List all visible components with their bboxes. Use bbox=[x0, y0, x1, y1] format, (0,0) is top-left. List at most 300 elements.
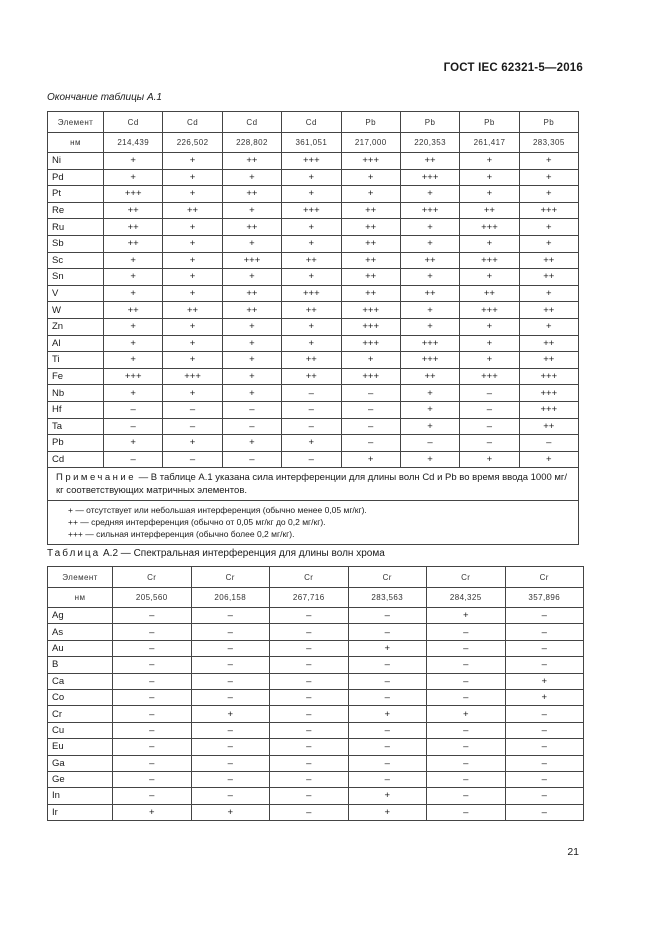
table-cell: ++ bbox=[341, 252, 400, 269]
column-header-wavelength: 214,439 bbox=[104, 133, 163, 153]
table-row bbox=[48, 235, 579, 252]
table-cell: + bbox=[460, 169, 519, 186]
column-header-wavelength: 284,325 bbox=[427, 588, 506, 608]
table1-caption: Окончание таблицы А.1 bbox=[47, 92, 162, 103]
table-row bbox=[48, 269, 579, 286]
table-cell: + bbox=[282, 318, 341, 335]
row-element-label: Ti bbox=[48, 352, 104, 369]
table-cell: ++ bbox=[341, 219, 400, 236]
legend-item: ++ — средняя интерференция (обычно от 0,05 мг/кг до 0,2 мг/кг). bbox=[68, 517, 326, 528]
table-cell: + bbox=[222, 352, 281, 369]
table-cell: +++ bbox=[400, 202, 459, 219]
row-element-label: Ge bbox=[48, 771, 113, 787]
row-element-label: Co bbox=[48, 689, 113, 705]
table-cell: – bbox=[222, 418, 281, 435]
header-row-wavelengths bbox=[48, 133, 579, 153]
table-cell: – bbox=[348, 657, 427, 673]
table-cell: + bbox=[519, 318, 578, 335]
column-header-wavelength: 226,502 bbox=[163, 133, 222, 153]
table-cell: + bbox=[400, 219, 459, 236]
table-cell: – bbox=[270, 771, 349, 787]
table-cell: + bbox=[460, 451, 519, 468]
row-element-label: Cu bbox=[48, 722, 113, 738]
table-cell: + bbox=[400, 235, 459, 252]
table-cell: – bbox=[519, 435, 578, 452]
table-cell: – bbox=[191, 657, 270, 673]
table-row bbox=[48, 285, 579, 302]
table-cell: + bbox=[400, 186, 459, 203]
column-header-analyte: Pb bbox=[460, 112, 519, 133]
column-header-wavelength: 283,563 bbox=[348, 588, 427, 608]
table-cell: +++ bbox=[460, 368, 519, 385]
column-header-element: Элемент bbox=[48, 567, 113, 588]
table-cell: + bbox=[348, 706, 427, 722]
table-cell: + bbox=[519, 285, 578, 302]
table-cell: + bbox=[222, 318, 281, 335]
row-element-label: Ta bbox=[48, 418, 104, 435]
table-cell: – bbox=[505, 788, 584, 804]
table-cell: ++ bbox=[282, 302, 341, 319]
table-cell: +++ bbox=[460, 302, 519, 319]
table-cell: + bbox=[282, 169, 341, 186]
table-cell: ++ bbox=[400, 368, 459, 385]
table-cell: + bbox=[400, 318, 459, 335]
column-header-analyte: Cr bbox=[348, 567, 427, 588]
table-cell: – bbox=[113, 624, 192, 640]
row-element-label: In bbox=[48, 788, 113, 804]
table-cell: – bbox=[191, 689, 270, 705]
table-row bbox=[48, 451, 579, 468]
table-cell: – bbox=[191, 771, 270, 787]
row-element-label: W bbox=[48, 302, 104, 319]
table-cell: ++ bbox=[282, 368, 341, 385]
table-cell: + bbox=[505, 673, 584, 689]
table-cell: – bbox=[113, 608, 192, 624]
table-cell: + bbox=[348, 640, 427, 656]
table-cell: – bbox=[348, 624, 427, 640]
table-cell: + bbox=[163, 352, 222, 369]
table-cell: – bbox=[163, 418, 222, 435]
table-cell: – bbox=[270, 608, 349, 624]
row-element-label: Fe bbox=[48, 368, 104, 385]
table-cell: – bbox=[113, 673, 192, 689]
table-cell: + bbox=[282, 235, 341, 252]
legend-item: + — отсутствует или небольшая интерференция (обычно менее 0,05 мг/кг). bbox=[68, 505, 367, 516]
row-element-label: V bbox=[48, 285, 104, 302]
table-row bbox=[48, 657, 584, 673]
table-cell: + bbox=[104, 169, 163, 186]
table-cell: – bbox=[282, 385, 341, 402]
table-a1 bbox=[47, 111, 579, 545]
table-cell: – bbox=[427, 739, 506, 755]
table-cell: – bbox=[505, 771, 584, 787]
table-cell: – bbox=[348, 608, 427, 624]
table-cell: +++ bbox=[282, 202, 341, 219]
table-row bbox=[48, 722, 584, 738]
table-row bbox=[48, 401, 579, 418]
table-cell: – bbox=[113, 706, 192, 722]
document-code: ГОСТ IEC 62321-5—2016 bbox=[443, 62, 583, 74]
table2-caption-text: А.2 — Спектральная интерференция для длины волн хрома bbox=[100, 548, 385, 559]
table-row bbox=[48, 153, 579, 170]
row-element-label: Ag bbox=[48, 608, 113, 624]
table-cell: +++ bbox=[163, 368, 222, 385]
table-cell: + bbox=[163, 169, 222, 186]
table-cell: – bbox=[191, 755, 270, 771]
table-cell: + bbox=[400, 302, 459, 319]
row-element-label: Hf bbox=[48, 401, 104, 418]
table-cell: ++ bbox=[282, 352, 341, 369]
row-element-label: As bbox=[48, 624, 113, 640]
table-cell: – bbox=[113, 771, 192, 787]
table-cell: – bbox=[505, 804, 584, 820]
table-row bbox=[48, 418, 579, 435]
table-cell: – bbox=[270, 673, 349, 689]
table-cell: – bbox=[113, 640, 192, 656]
table-cell: – bbox=[104, 451, 163, 468]
row-element-label: Ga bbox=[48, 755, 113, 771]
table-cell: – bbox=[270, 640, 349, 656]
table-cell: + bbox=[163, 318, 222, 335]
table-cell: – bbox=[427, 788, 506, 804]
table-cell: +++ bbox=[341, 153, 400, 170]
row-element-label: Sb bbox=[48, 235, 104, 252]
column-header-analyte: Cr bbox=[270, 567, 349, 588]
table-cell: ++ bbox=[341, 235, 400, 252]
table-legend bbox=[48, 501, 579, 545]
table-cell: +++ bbox=[341, 368, 400, 385]
table-cell: – bbox=[270, 788, 349, 804]
table-cell: + bbox=[163, 252, 222, 269]
row-element-label: Nb bbox=[48, 385, 104, 402]
table-cell: + bbox=[113, 804, 192, 820]
row-element-label: Sn bbox=[48, 269, 104, 286]
column-header-wavelength: 220,353 bbox=[400, 133, 459, 153]
table-cell: – bbox=[427, 657, 506, 673]
table-cell: – bbox=[270, 657, 349, 673]
table-cell: + bbox=[104, 153, 163, 170]
row-element-label: Re bbox=[48, 202, 104, 219]
table-row bbox=[48, 318, 579, 335]
table-cell: + bbox=[460, 318, 519, 335]
header-row-wavelengths bbox=[48, 588, 584, 608]
table-row bbox=[48, 624, 584, 640]
table-cell: + bbox=[104, 335, 163, 352]
table-cell: – bbox=[282, 401, 341, 418]
table-cell: – bbox=[270, 689, 349, 705]
column-header-wavelength: 267,716 bbox=[270, 588, 349, 608]
table2-caption bbox=[47, 548, 385, 559]
table-cell: – bbox=[113, 755, 192, 771]
column-header-analyte: Cd bbox=[104, 112, 163, 133]
table-cell: + bbox=[222, 169, 281, 186]
table-cell: – bbox=[427, 689, 506, 705]
table-cell: – bbox=[191, 673, 270, 689]
table-cell: ++ bbox=[222, 153, 281, 170]
row-element-label: Pt bbox=[48, 186, 104, 203]
table-cell: + bbox=[222, 435, 281, 452]
table-cell: ++ bbox=[519, 252, 578, 269]
column-header-analyte: Cd bbox=[282, 112, 341, 133]
column-header-analyte: Cr bbox=[505, 567, 584, 588]
table-legend-row bbox=[48, 501, 579, 545]
table-cell: + bbox=[282, 435, 341, 452]
table-a2 bbox=[47, 566, 584, 821]
table-row bbox=[48, 804, 584, 820]
table-cell: + bbox=[222, 385, 281, 402]
table-cell: + bbox=[104, 385, 163, 402]
table-cell: +++ bbox=[400, 169, 459, 186]
row-element-label: Zn bbox=[48, 318, 104, 335]
row-element-label: Ru bbox=[48, 219, 104, 236]
column-header-analyte: Cr bbox=[113, 567, 192, 588]
table-cell: + bbox=[282, 269, 341, 286]
table-row bbox=[48, 640, 584, 656]
table-cell: – bbox=[505, 755, 584, 771]
table-cell: +++ bbox=[104, 368, 163, 385]
table-cell: + bbox=[519, 153, 578, 170]
table-cell: – bbox=[270, 624, 349, 640]
table-cell: – bbox=[270, 739, 349, 755]
row-element-label: Ir bbox=[48, 804, 113, 820]
column-header-wavelength: 228,802 bbox=[222, 133, 281, 153]
row-element-label: Au bbox=[48, 640, 113, 656]
table-cell: – bbox=[427, 640, 506, 656]
table-row bbox=[48, 352, 579, 369]
table-cell: + bbox=[222, 235, 281, 252]
note-text: — В таблице А.1 указана сила интерференции для длины волн Cd и Pb во время ввода 1000 мг/кг соответствующих матричных элементов. bbox=[56, 472, 568, 497]
table-cell: + bbox=[348, 804, 427, 820]
row-element-label: Cd bbox=[48, 451, 104, 468]
table-cell: + bbox=[519, 235, 578, 252]
table-row bbox=[48, 435, 579, 452]
column-header-analyte: Cd bbox=[163, 112, 222, 133]
table-cell: +++ bbox=[341, 318, 400, 335]
column-header-unit: нм bbox=[48, 133, 104, 153]
table-cell: – bbox=[270, 804, 349, 820]
table-cell: + bbox=[400, 269, 459, 286]
table-cell: – bbox=[427, 624, 506, 640]
table-cell: +++ bbox=[104, 186, 163, 203]
table-cell: ++ bbox=[519, 335, 578, 352]
table-cell: – bbox=[341, 435, 400, 452]
table-cell: – bbox=[348, 739, 427, 755]
table-cell: +++ bbox=[519, 202, 578, 219]
table-cell: – bbox=[191, 608, 270, 624]
table-cell: – bbox=[427, 771, 506, 787]
table2-caption-label: Таблица bbox=[47, 548, 101, 559]
table-cell: – bbox=[113, 657, 192, 673]
table-cell: – bbox=[282, 418, 341, 435]
table-cell: – bbox=[505, 706, 584, 722]
table-cell: +++ bbox=[222, 252, 281, 269]
table-cell: – bbox=[505, 640, 584, 656]
column-header-analyte: Pb bbox=[341, 112, 400, 133]
column-header-analyte: Cr bbox=[191, 567, 270, 588]
table-cell: +++ bbox=[282, 153, 341, 170]
table-cell: +++ bbox=[400, 335, 459, 352]
table-cell: – bbox=[270, 722, 349, 738]
table-cell: + bbox=[191, 706, 270, 722]
table-cell: +++ bbox=[460, 219, 519, 236]
table-cell: + bbox=[341, 186, 400, 203]
table-cell: – bbox=[222, 451, 281, 468]
row-element-label: Sc bbox=[48, 252, 104, 269]
column-header-analyte: Cr bbox=[427, 567, 506, 588]
table-cell: – bbox=[341, 401, 400, 418]
table-cell: + bbox=[163, 269, 222, 286]
table-cell: + bbox=[348, 788, 427, 804]
table-cell: + bbox=[222, 335, 281, 352]
row-element-label: Ca bbox=[48, 673, 113, 689]
table-cell: – bbox=[104, 401, 163, 418]
table-row bbox=[48, 788, 584, 804]
row-element-label: Pd bbox=[48, 169, 104, 186]
header-row-elements bbox=[48, 567, 584, 588]
table-row bbox=[48, 302, 579, 319]
table-cell: – bbox=[348, 722, 427, 738]
table-cell: +++ bbox=[460, 252, 519, 269]
table-cell: – bbox=[191, 640, 270, 656]
table-cell: + bbox=[163, 235, 222, 252]
table-row bbox=[48, 335, 579, 352]
table-cell: + bbox=[460, 352, 519, 369]
table-cell: – bbox=[427, 722, 506, 738]
table-cell: + bbox=[282, 219, 341, 236]
table-cell: – bbox=[222, 401, 281, 418]
table-cell: + bbox=[427, 608, 506, 624]
table-cell: + bbox=[163, 186, 222, 203]
table-cell: ++ bbox=[400, 252, 459, 269]
column-header-analyte: Pb bbox=[519, 112, 578, 133]
table-cell: + bbox=[460, 335, 519, 352]
table-cell: + bbox=[163, 335, 222, 352]
table-row bbox=[48, 739, 584, 755]
table-cell: ++ bbox=[400, 285, 459, 302]
table-cell: – bbox=[341, 418, 400, 435]
table-row bbox=[48, 689, 584, 705]
column-header-unit: нм bbox=[48, 588, 113, 608]
table-cell: ++ bbox=[519, 352, 578, 369]
note-label: Примечание bbox=[56, 472, 136, 484]
table-cell: ++ bbox=[341, 269, 400, 286]
table-cell: – bbox=[505, 722, 584, 738]
row-element-label: B bbox=[48, 657, 113, 673]
table-cell: – bbox=[427, 673, 506, 689]
column-header-wavelength: 357,896 bbox=[505, 588, 584, 608]
table-row bbox=[48, 252, 579, 269]
table-cell: + bbox=[222, 269, 281, 286]
column-header-wavelength: 283,305 bbox=[519, 133, 578, 153]
table-cell: – bbox=[113, 739, 192, 755]
table-cell: – bbox=[270, 755, 349, 771]
table-cell: – bbox=[113, 788, 192, 804]
table-cell: + bbox=[505, 689, 584, 705]
column-header-analyte: Pb bbox=[400, 112, 459, 133]
table-cell: ++ bbox=[222, 302, 281, 319]
table-cell: ++ bbox=[222, 219, 281, 236]
table-cell: – bbox=[505, 657, 584, 673]
page-number: 21 bbox=[567, 846, 579, 858]
table-cell: + bbox=[222, 368, 281, 385]
table-cell: + bbox=[400, 451, 459, 468]
row-element-label: Ni bbox=[48, 153, 104, 170]
table-cell: – bbox=[191, 624, 270, 640]
table-cell: ++ bbox=[163, 202, 222, 219]
table-cell: + bbox=[341, 169, 400, 186]
table-cell: – bbox=[104, 418, 163, 435]
table-cell: ++ bbox=[460, 285, 519, 302]
table-cell: – bbox=[460, 435, 519, 452]
table-cell: ++ bbox=[519, 302, 578, 319]
table-cell: + bbox=[104, 318, 163, 335]
table-cell: – bbox=[400, 435, 459, 452]
table-cell: – bbox=[460, 418, 519, 435]
table-cell: + bbox=[400, 385, 459, 402]
table-cell: – bbox=[460, 401, 519, 418]
table-cell: ++ bbox=[519, 418, 578, 435]
table-cell: +++ bbox=[400, 352, 459, 369]
table-cell: + bbox=[163, 435, 222, 452]
table-cell: + bbox=[341, 352, 400, 369]
column-header-wavelength: 205,560 bbox=[113, 588, 192, 608]
table-cell: – bbox=[505, 739, 584, 755]
table-cell: + bbox=[163, 385, 222, 402]
table-cell: + bbox=[163, 219, 222, 236]
table-cell: ++ bbox=[104, 302, 163, 319]
table-row bbox=[48, 673, 584, 689]
table-cell: + bbox=[460, 153, 519, 170]
row-element-label: Eu bbox=[48, 739, 113, 755]
table-cell: – bbox=[191, 722, 270, 738]
row-element-label: Cr bbox=[48, 706, 113, 722]
table-row bbox=[48, 706, 584, 722]
column-header-element: Элемент bbox=[48, 112, 104, 133]
table-cell: + bbox=[400, 401, 459, 418]
table-cell: – bbox=[341, 385, 400, 402]
table-cell: + bbox=[341, 451, 400, 468]
table-cell: – bbox=[282, 451, 341, 468]
table-cell: – bbox=[348, 689, 427, 705]
table-cell: + bbox=[163, 153, 222, 170]
table-row bbox=[48, 771, 584, 787]
table-cell: ++ bbox=[400, 153, 459, 170]
table-cell: – bbox=[163, 451, 222, 468]
column-header-wavelength: 206,158 bbox=[191, 588, 270, 608]
table-cell: ++ bbox=[104, 219, 163, 236]
table-cell: – bbox=[191, 788, 270, 804]
table-cell: + bbox=[427, 706, 506, 722]
table-cell: – bbox=[191, 739, 270, 755]
column-header-wavelength: 217,000 bbox=[341, 133, 400, 153]
table-cell: + bbox=[460, 235, 519, 252]
table-cell: ++ bbox=[163, 302, 222, 319]
table-row bbox=[48, 186, 579, 203]
table-cell: +++ bbox=[341, 335, 400, 352]
table-row bbox=[48, 169, 579, 186]
table-cell: – bbox=[113, 722, 192, 738]
table-row bbox=[48, 202, 579, 219]
table-cell: – bbox=[163, 401, 222, 418]
row-element-label: Pb bbox=[48, 435, 104, 452]
table-cell: +++ bbox=[282, 285, 341, 302]
table-cell: ++ bbox=[222, 186, 281, 203]
table-cell: + bbox=[282, 335, 341, 352]
column-header-analyte: Cd bbox=[222, 112, 281, 133]
table-note bbox=[48, 468, 579, 501]
table-cell: – bbox=[460, 385, 519, 402]
table-row bbox=[48, 608, 584, 624]
